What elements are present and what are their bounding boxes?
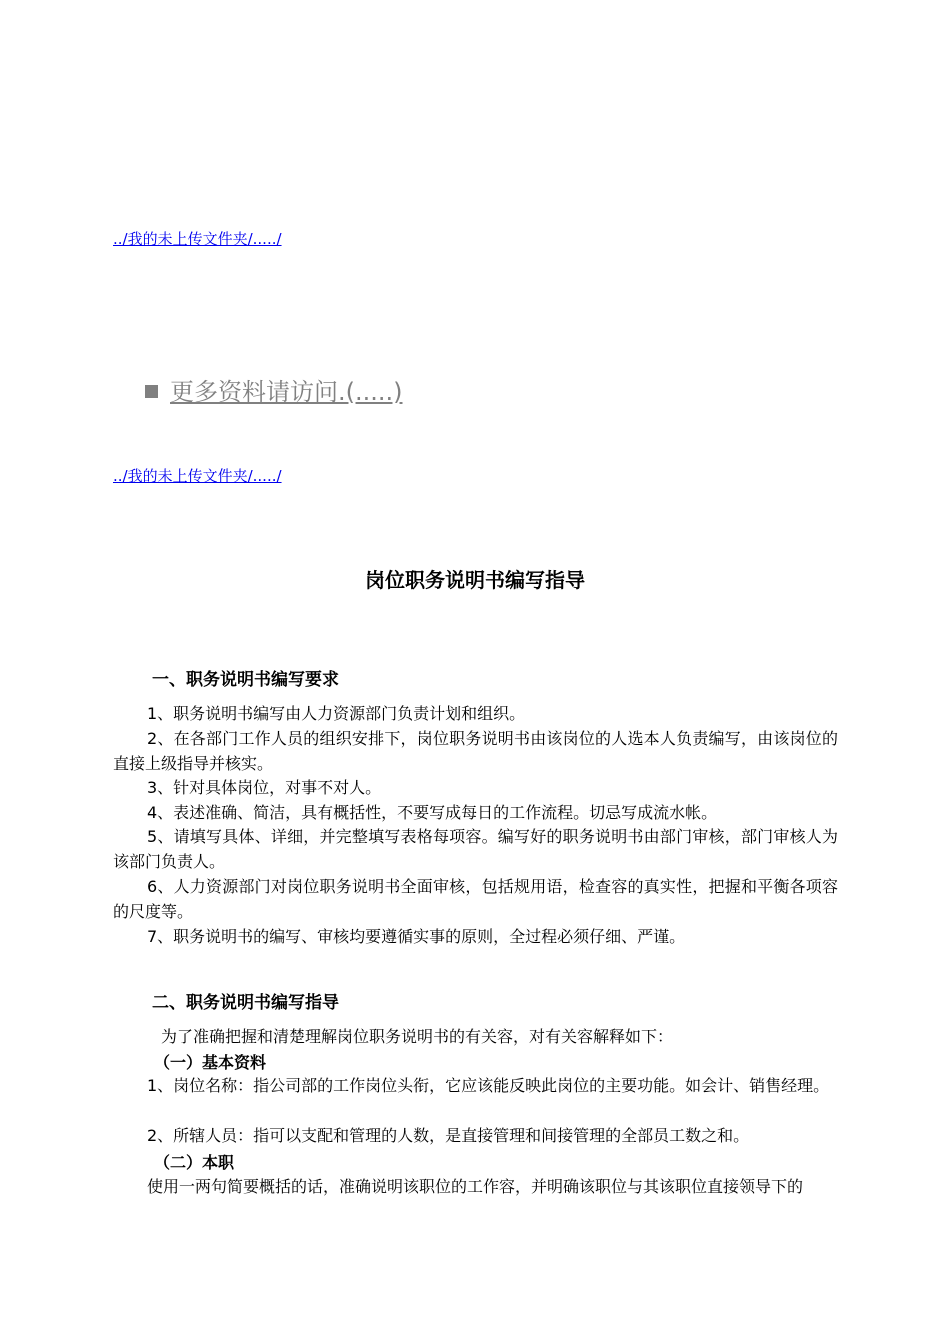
subsection-duty-heading: （二）本职 xyxy=(154,1153,235,1172)
section-1-item: 6、人力资源部门对岗位职务说明书全面审核，包括规用语，检查容的真实性，把握和平衡各项容的尺度等。 xyxy=(113,877,838,921)
section-1-item: 3、针对具体岗位，对事不对人。 xyxy=(147,778,382,797)
folder-link-top[interactable]: ../我的未上传文件夹/...../ xyxy=(113,230,282,248)
section-1-item: 2、在各部门工作人员的组织安排下，岗位职务说明书由该岗位的人选本人负责编写，由该岗位的直接上级指导并核实。 xyxy=(113,729,838,773)
section-2-intro: 为了准确把握和清楚理解岗位职务说明书的有关容，对有关容解释如下： xyxy=(161,1027,674,1046)
section-1-item: 7、职务说明书的编写、审核均要遵循实事的原则，全过程必须仔细、严谨。 xyxy=(147,927,686,946)
basic-info-item: 2、所辖人员：指可以支配和管理的人数，是直接管理和间接管理的全部员工数之和。 xyxy=(147,1126,750,1145)
subsection-basic-info-heading: （一）基本资料 xyxy=(154,1053,267,1072)
section-1-heading: 一、职务说明书编写要求 xyxy=(152,670,339,690)
more-resources-line xyxy=(145,372,403,407)
section-2-heading: 二、职务说明书编写指导 xyxy=(152,993,339,1013)
document-title: 岗位职务说明书编写指导 xyxy=(365,568,585,592)
section-1-item: 4、表述准确、简洁，具有概括性，不要写成每日的工作流程。切忌写成流水帐。 xyxy=(147,803,718,822)
duty-text: 使用一两句简要概括的话，准确说明该职位的工作容，并明确该职位与其该职位直接领导下的 xyxy=(147,1177,804,1196)
basic-info-item: 1、岗位名称：指公司部的工作岗位头衔，它应该能反映此岗位的主要功能。如会计、销售经理。 xyxy=(147,1076,830,1095)
section-1-item: 1、职务说明书编写由人力资源部门负责计划和组织。 xyxy=(147,704,526,723)
more-resources-link[interactable]: 更多资料请访问.(.....) xyxy=(170,378,403,406)
square-bullet-icon xyxy=(145,385,158,398)
folder-link-second[interactable]: ../我的未上传文件夹/...../ xyxy=(113,467,282,485)
section-1-item: 5、请填写具体、详细，并完整填写表格每项容。编写好的职务说明书由部门审核，部门审核人为该部门负责人。 xyxy=(113,827,838,871)
